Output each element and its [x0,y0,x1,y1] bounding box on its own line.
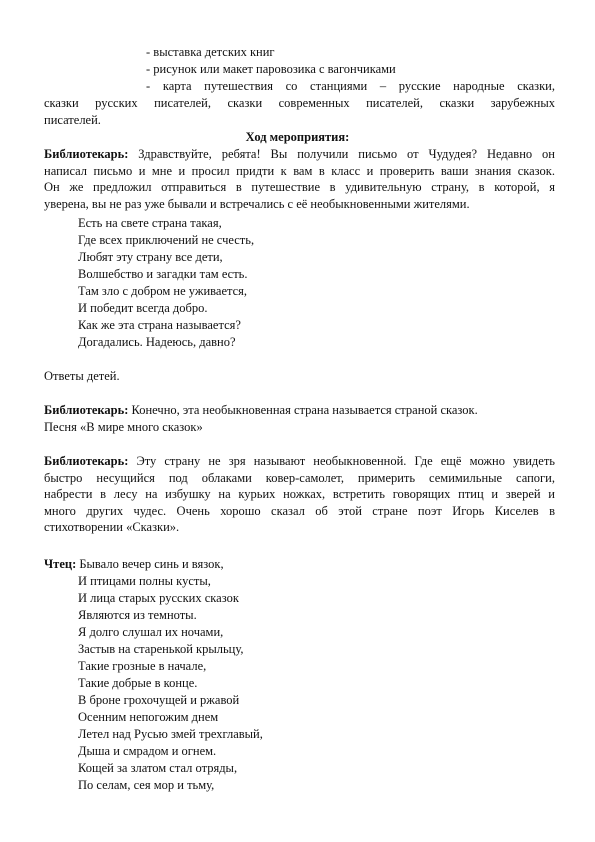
poem-line: Такие добрые в конце. [78,676,198,690]
poem-line: Бывало вечер синь и вязок, [76,557,224,571]
section-heading: Ход мероприятия: [245,130,350,144]
paragraph-text: Эту страну не зря называют необыкновенной. Где ещё можно увидеть [128,454,555,468]
list-item-map-line: сказки русских писателей, сказки современных писателей, сказки зарубежных [44,96,555,110]
children-answers: Ответы детей. [44,369,120,383]
song-title: Песня «В мире много сказок» [44,420,203,434]
list-item-map-line: писателей. [44,112,101,127]
poem-line: Где всех приключений не счесть, [78,233,255,247]
paragraph-text: Здравствуйте, ребята! Вы получили письмо от Чудудея? Недавно он [128,147,555,161]
speaker-label: Библиотекарь: [44,403,129,417]
poem-line: Любят эту страну все дети, [78,250,223,264]
paragraph-line: Он же предложил отправиться в путешествие в удивительную страну, в которой, я [44,180,555,195]
list-item-train-drawing: - рисунок или макет паровозика с вагончиками [146,62,396,76]
poem-line: Есть на свете страна такая, [78,216,222,230]
list-item-map [146,78,555,95]
poem-line: Являются из темноты. [78,608,197,622]
poem-line: Осенним непогожим днем [78,710,219,724]
poem-line: Застыв на старенькой крыльцу, [78,642,244,656]
speaker-label: Чтец: [44,557,77,571]
list-item-exhibition: - выставка детских книг [146,45,275,59]
reader-first-line [44,556,224,572]
librarian-paragraph-2 [44,402,478,418]
poem-line: И победит всегда добро. [78,301,208,315]
poem-line: Как же эта страна называется? [78,318,241,332]
list-item-map-continued [44,95,555,128]
paragraph-text: Конечно, эта необыкновенная страна называется страной сказок. [128,403,478,417]
poem-line: Такие грозные в начале, [78,659,207,673]
paragraph-line [44,146,555,163]
poem-line: И птицами полны кусты, [78,574,211,588]
paragraph-line: уверена, вы не раз уже бывали и встречались с её необыкновенными жителями. [44,196,470,211]
poem-line: По селам, сея мор и тьму, [78,778,215,792]
poem-line: В броне грохочущей и ржавой [78,693,240,707]
paragraph-line: быстро несущийся под облаками ковер-самолет, примерить семимильные сапоги, [44,470,555,485]
paragraph-line: написал письмо и мне и просил придти к вам в класс и проверить ваши знания сказок. [44,163,555,178]
poem-line: Волшебство и загадки там есть. [78,267,248,281]
poem-line: Я долго слушал их ночами, [78,625,224,639]
paragraph-line: много других чудес. Очень хорошо сказал об этой стране поэт Игорь Киселев в [44,503,555,518]
list-item-map-line: - карта путешествия со станциями – русские народные сказки, [146,79,555,93]
speaker-label: Библиотекарь: [44,454,129,468]
poem-line: И лица старых русских сказок [78,591,239,605]
poem-line: Догадались. Надеюсь, давно? [78,335,236,349]
paragraph-line: набрести в лесу на избушку на курьих ножках, встретить говорящих птиц и зверей и [44,487,555,502]
poem-line: Там зло с добром не уживается, [78,284,248,298]
librarian-paragraph-3 [44,453,555,536]
poem-line: Дыша и смрадом и огнем. [78,744,217,758]
poem-line: Кощей за златом стал отряды, [78,761,238,775]
poem-line: Летел над Русью змей трехглавый, [78,727,263,741]
librarian-paragraph-1 [44,146,555,212]
paragraph-line [44,453,555,470]
paragraph-line: стихотворении «Сказки». [44,520,180,535]
speaker-label: Библиотекарь: [44,147,129,161]
